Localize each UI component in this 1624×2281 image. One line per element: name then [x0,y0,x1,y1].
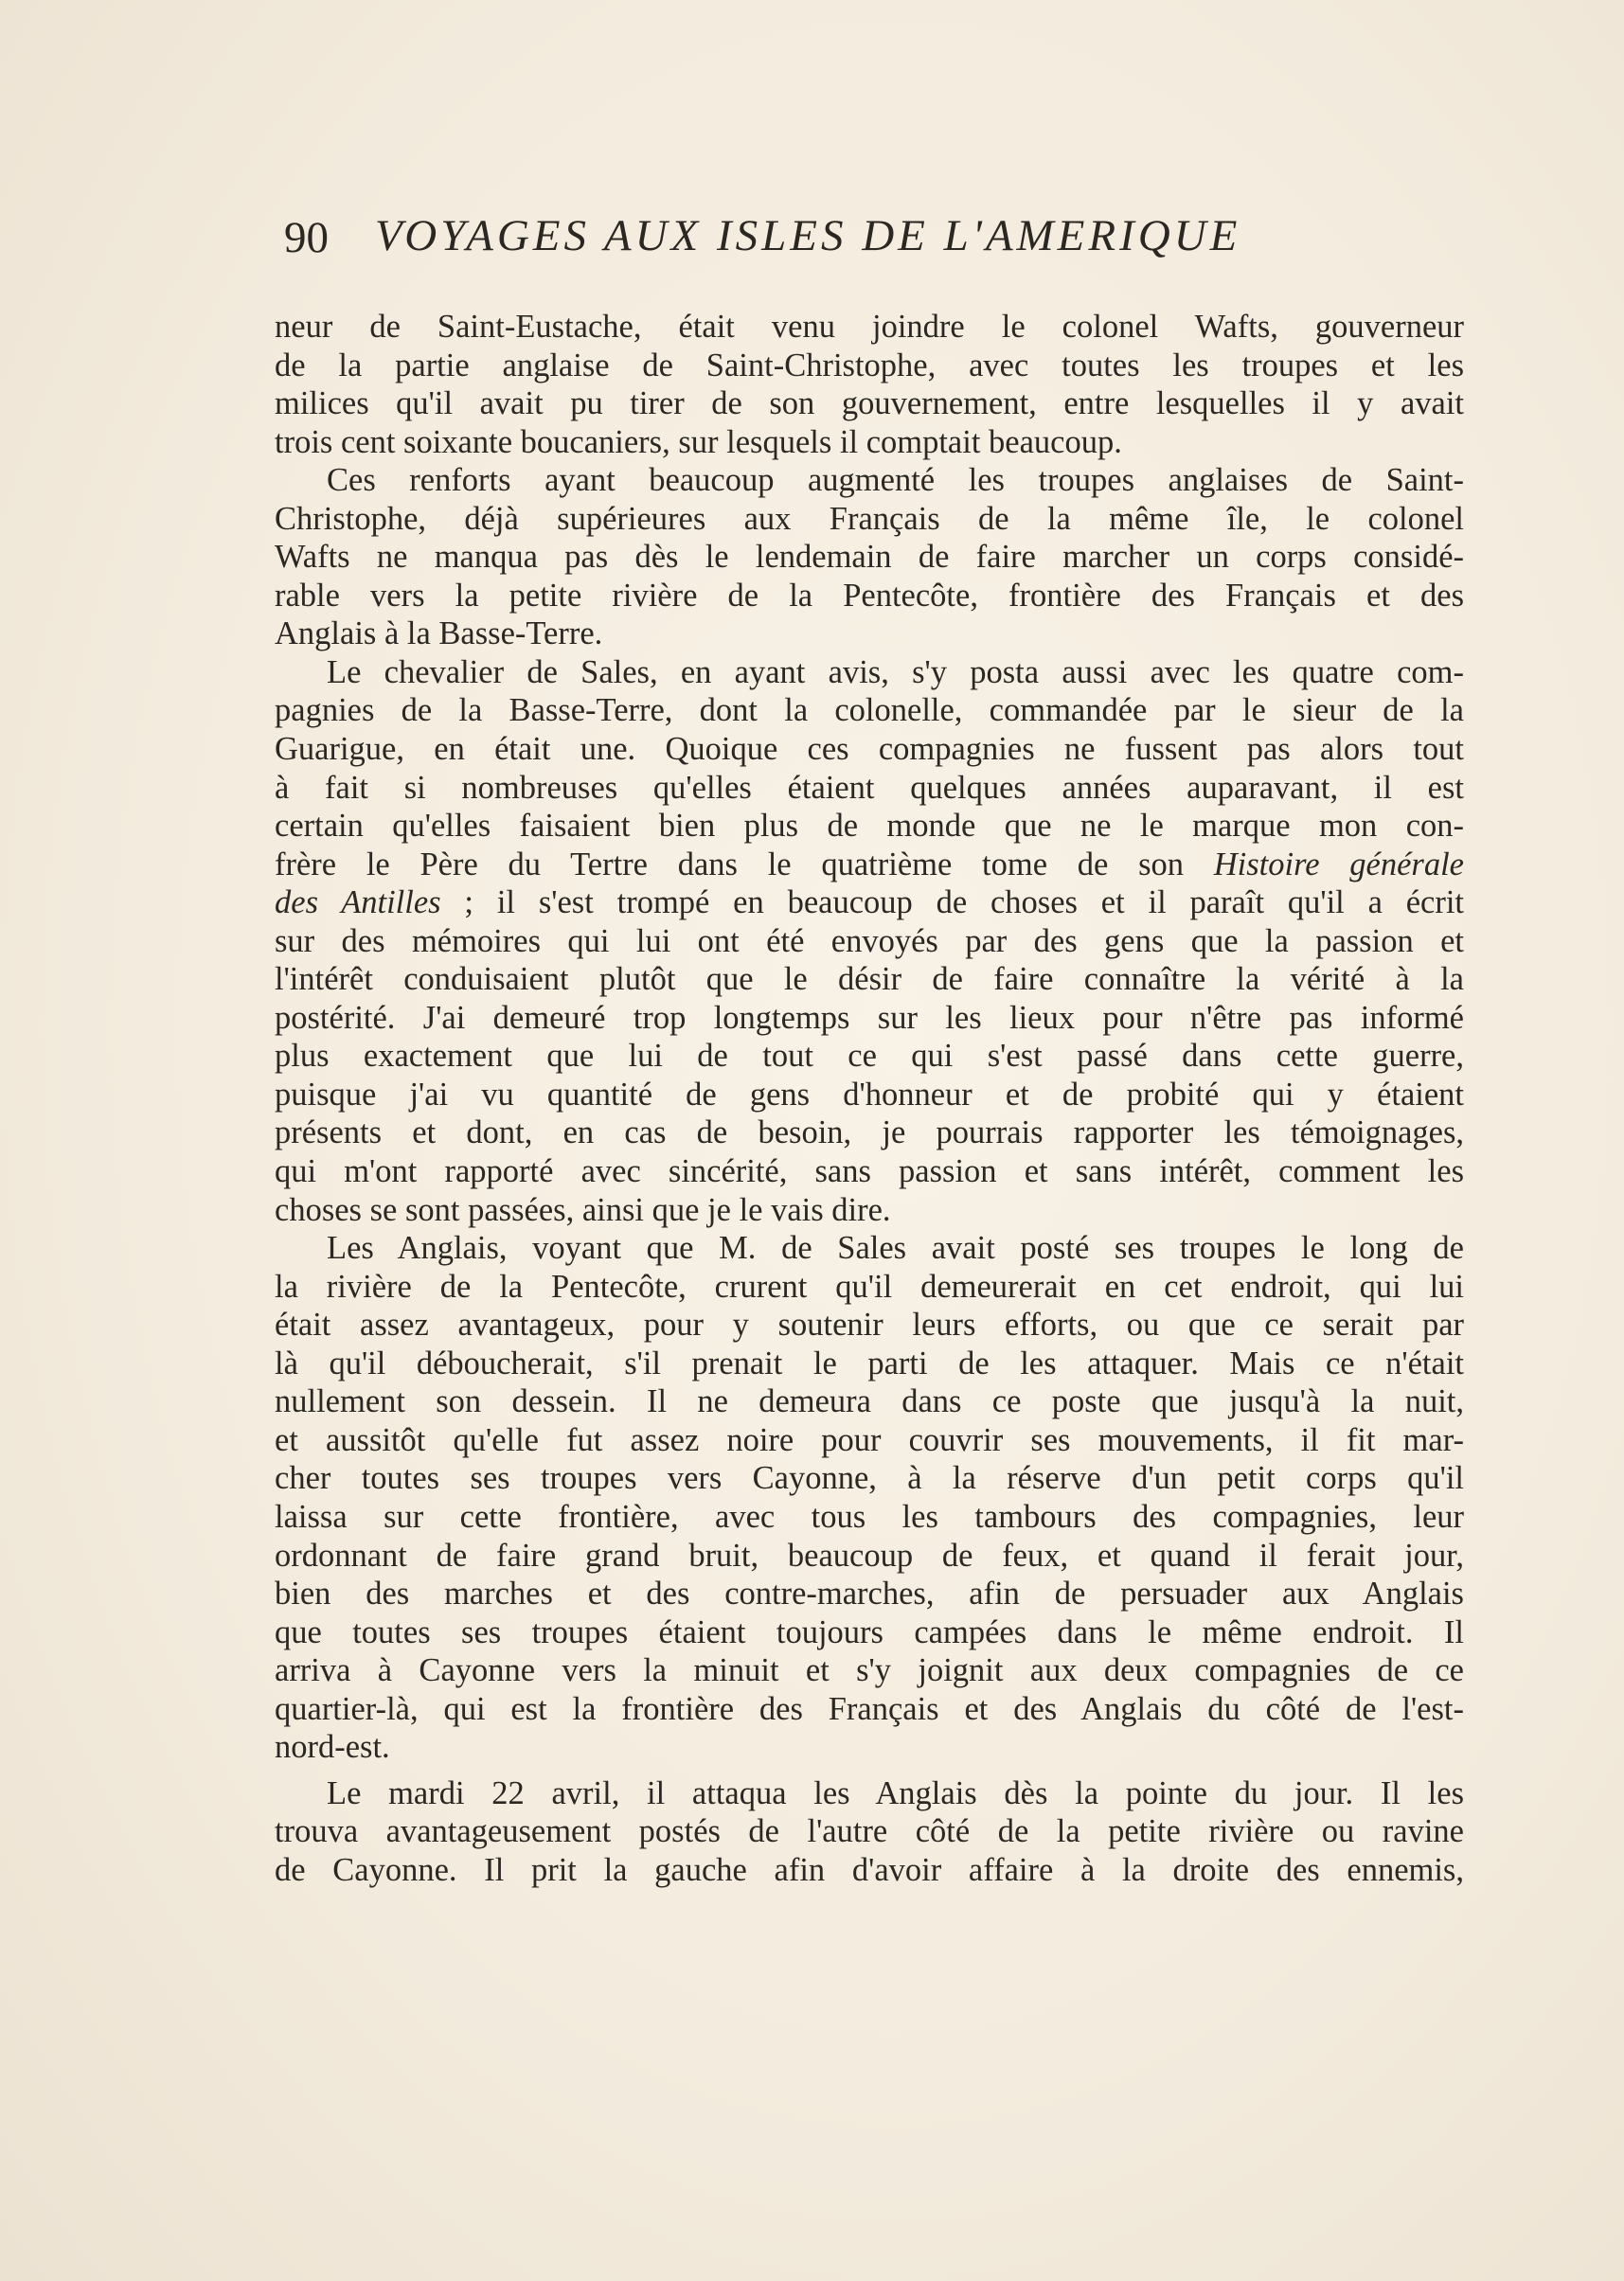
text-line: et aussitôt qu'elle fut assez noire pour couvrir ses mouvements, il fit mar- [275,1421,1464,1458]
text-line [275,846,1464,884]
text-line: laissa sur cette frontière, avec tous les tambours des compagnies, leur [275,1498,1464,1535]
text-line: postérité. J'ai demeuré trop longtemps sur les lieux pour n'être pas informé [275,999,1464,1036]
text-line: Christophe, déjà supérieures aux Français de la même île, le colonel [275,500,1464,537]
text-line: Le chevalier de Sales, en ayant avis, s'y posta aussi avec les quatre com- [327,653,1464,690]
text-run: ; il s'est trompé en beaucoup de choses et il paraît qu'il a écrit [440,884,1464,921]
text-line: pagnies de la Basse-Terre, dont la colonelle, commandée par le sieur de la [275,692,1464,729]
text-line: quartier-là, qui est la frontière des Français et des Anglais du côté de l'est- [275,1690,1464,1727]
text-line: la rivière de la Pentecôte, crurent qu'il demeurerait en cet endroit, qui lui [275,1268,1464,1305]
text-line: plus exactement que lui de tout ce qui s'est passé dans cette guerre, [275,1038,1464,1075]
running-title: VOYAGES AUX ISLES DE L'AMERIQUE [375,211,1241,260]
text-line: cher toutes ses troupes vers Cayonne, à la réserve d'un petit corps qu'il [275,1460,1464,1497]
book-title-italic: des Antilles [275,884,441,921]
book-title-italic: Histoire générale [1213,846,1464,882]
text-line: était assez avantageux, pour y soutenir leurs efforts, ou que ce serait par [275,1307,1464,1344]
text-line [275,883,1464,922]
text-line: de la partie anglaise de Saint-Christophe, avec toutes les troupes et les [275,347,1464,383]
text-line: Anglais à la Basse-Terre. [275,615,603,652]
text-line: sur des mémoires qui lui ont été envoyés par des gens que la passion et [275,922,1464,959]
text-line: que toutes ses troupes étaient toujours campées dans le même endroit. Il [275,1613,1464,1650]
page-number: 90 [284,213,329,262]
text-line: ordonnant de faire grand bruit, beaucoup de feux, et quand il ferait jour, [275,1537,1464,1574]
body-text [275,308,1464,1889]
text-line: Ces renforts ayant beaucoup augmenté les troupes anglaises de Saint- [327,462,1464,499]
text-line: là qu'il déboucherait, s'il prenait le parti de les attaquer. Mais ce n'était [275,1345,1464,1381]
text-line: qui m'ont rapporté avec sincérité, sans passion et sans intérêt, comment les [275,1153,1464,1190]
text-line: neur de Saint-Eustache, était venu joindre le colonel Wafts, gouverneur [275,309,1464,345]
text-line: nullement son dessein. Il ne demeura dans ce poste que jusqu'à la nuit, [275,1383,1464,1420]
text-line: puisque j'ai vu quantité de gens d'honneur et de probité qui y étaient [275,1076,1464,1113]
text-line: de Cayonne. Il prit la gauche afin d'avoir affaire à la droite des ennemis, [275,1851,1464,1888]
text-line: Wafts ne manqua pas dès le lendemain de faire marcher un corps considé- [275,539,1464,576]
text-line: milices qu'il avait pu tirer de son gouvernement, entre lesquelles il y avait [275,385,1464,422]
text-line: rable vers la petite rivière de la Pentecôte, frontière des Français et des [275,577,1464,614]
page-header [284,210,1383,267]
text-line: présents et dont, en cas de besoin, je pourrais rapporter les témoignages, [275,1114,1464,1151]
text-line: l'intérêt conduisaient plutôt que le désir de faire connaître la vérité à la [275,961,1464,998]
text-line: choses se sont passées, ainsi que je le vais dire. [275,1191,891,1228]
text-line: Les Anglais, voyant que M. de Sales avait posté ses troupes le long de [327,1230,1464,1267]
text-line: trouva avantageusement postés de l'autre côté de la petite rivière ou ravine [275,1813,1464,1850]
text-run: frère le Père du Tertre dans le quatrième tome de son [275,846,1184,882]
text-line: Le mardi 22 avril, il attaqua les Anglais dès la pointe du jour. Il les [327,1774,1464,1811]
text-line: nord-est. [275,1729,390,1766]
text-line: à fait si nombreuses qu'elles étaient quelques années auparavant, il est [275,769,1464,806]
text-line: Guarigue, en était une. Quoique ces compagnies ne fussent pas alors tout [275,731,1464,768]
text-line: certain qu'elles faisaient bien plus de monde que ne le marque mon con- [275,808,1464,845]
text-line: bien des marches et des contre-marches, afin de persuader aux Anglais [275,1576,1464,1613]
text-line: trois cent soixante boucaniers, sur lesquels il comptait beaucoup. [275,423,1122,460]
text-line: arriva à Cayonne vers la minuit et s'y joignit aux deux compagnies de ce [275,1652,1464,1689]
